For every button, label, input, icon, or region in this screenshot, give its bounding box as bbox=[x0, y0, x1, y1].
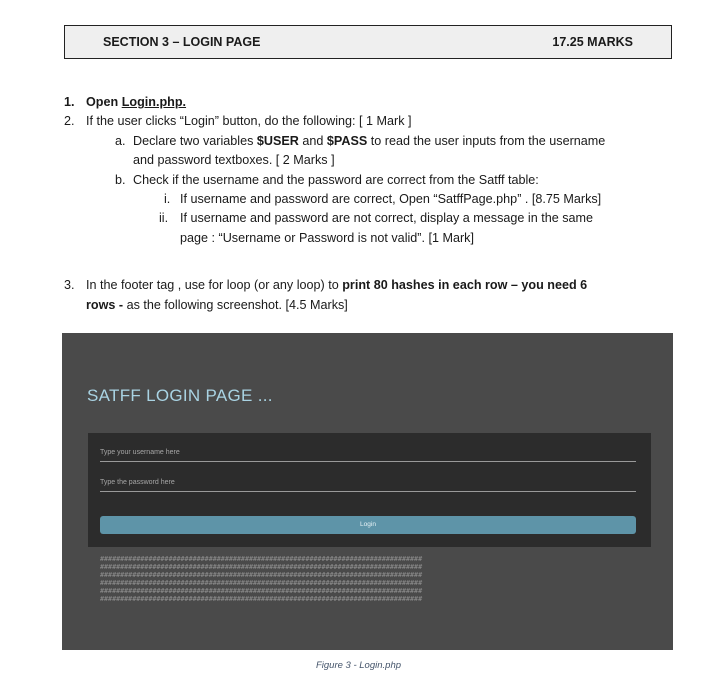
question-2b-i bbox=[164, 190, 602, 209]
login-php-link[interactable]: Login.php. bbox=[121, 95, 187, 109]
login-form bbox=[88, 433, 651, 547]
question-3 bbox=[64, 276, 588, 295]
section-marks: 17.25 MARKS bbox=[552, 35, 633, 49]
hash-row: ################################################################################ bbox=[100, 579, 423, 587]
question-2a-line2: and password textboxes. [ 2 Marks ] bbox=[133, 153, 335, 167]
question-2a bbox=[115, 132, 606, 151]
question-2b-i-text: If username and password are correct, Open “SatffPage.php” . [8.75 Marks] bbox=[180, 192, 602, 206]
question-3-line2 bbox=[86, 296, 348, 315]
q3-bold2: rows - bbox=[86, 298, 127, 312]
password-input[interactable]: Type the password here bbox=[100, 477, 636, 492]
question-2b-ii-line2: page : “Username or Password is not valid”. [1 Mark] bbox=[180, 231, 474, 245]
hash-footer bbox=[100, 556, 640, 603]
question-2-text: If the user clicks “Login” button, do the following: [ 1 Mark ] bbox=[86, 114, 412, 128]
q3-post: as the following screenshot. [4.5 Marks] bbox=[126, 298, 348, 312]
question-number: 2. bbox=[64, 114, 75, 128]
section-header bbox=[64, 25, 672, 59]
hash-row: ################################################################################ bbox=[100, 587, 423, 595]
hash-row: ################################################################################ bbox=[100, 595, 423, 603]
q3-pre: In the footer tag , use for loop (or any loop) to bbox=[86, 278, 343, 292]
section-title: SECTION 3 – LOGIN PAGE bbox=[103, 35, 261, 49]
login-button[interactable]: Login bbox=[100, 516, 636, 534]
question-2b-ii bbox=[159, 209, 594, 228]
var-pass: $PASS bbox=[326, 134, 368, 148]
question-2b bbox=[115, 171, 539, 190]
question-2b-ii-text: If username and password are not correct, display a message in the same bbox=[180, 211, 594, 225]
login-page-title: SATFF LOGIN PAGE ... bbox=[87, 386, 273, 405]
figure-caption: Figure 3 - Login.php bbox=[315, 660, 402, 671]
username-input[interactable]: Type your username here bbox=[100, 447, 636, 462]
hash-row: ################################################################################ bbox=[100, 563, 423, 571]
item-letter: a. bbox=[115, 134, 126, 148]
question-1 bbox=[64, 93, 187, 112]
item-roman: ii. bbox=[159, 211, 169, 225]
question-2b-text: Check if the username and the password are correct from the Satff table: bbox=[133, 173, 539, 187]
question-number: 1. bbox=[64, 95, 75, 109]
question-1-prefix: Open bbox=[86, 95, 122, 109]
q2a-post: to read the user inputs from the username bbox=[367, 134, 606, 148]
hash-row: ################################################################################ bbox=[100, 571, 423, 579]
q3-bold: print 80 hashes in each row – you need 6 bbox=[342, 278, 588, 292]
var-user: $USER bbox=[256, 134, 299, 148]
q2a-mid: and bbox=[298, 134, 327, 148]
q2a-pre: Declare two variables bbox=[133, 134, 257, 148]
item-letter: b. bbox=[115, 173, 126, 187]
question-number: 3. bbox=[64, 278, 75, 292]
login-page-screenshot bbox=[62, 333, 673, 650]
item-roman: i. bbox=[164, 192, 171, 206]
hash-row: ################################################################################ bbox=[100, 556, 423, 563]
question-2 bbox=[64, 112, 412, 131]
